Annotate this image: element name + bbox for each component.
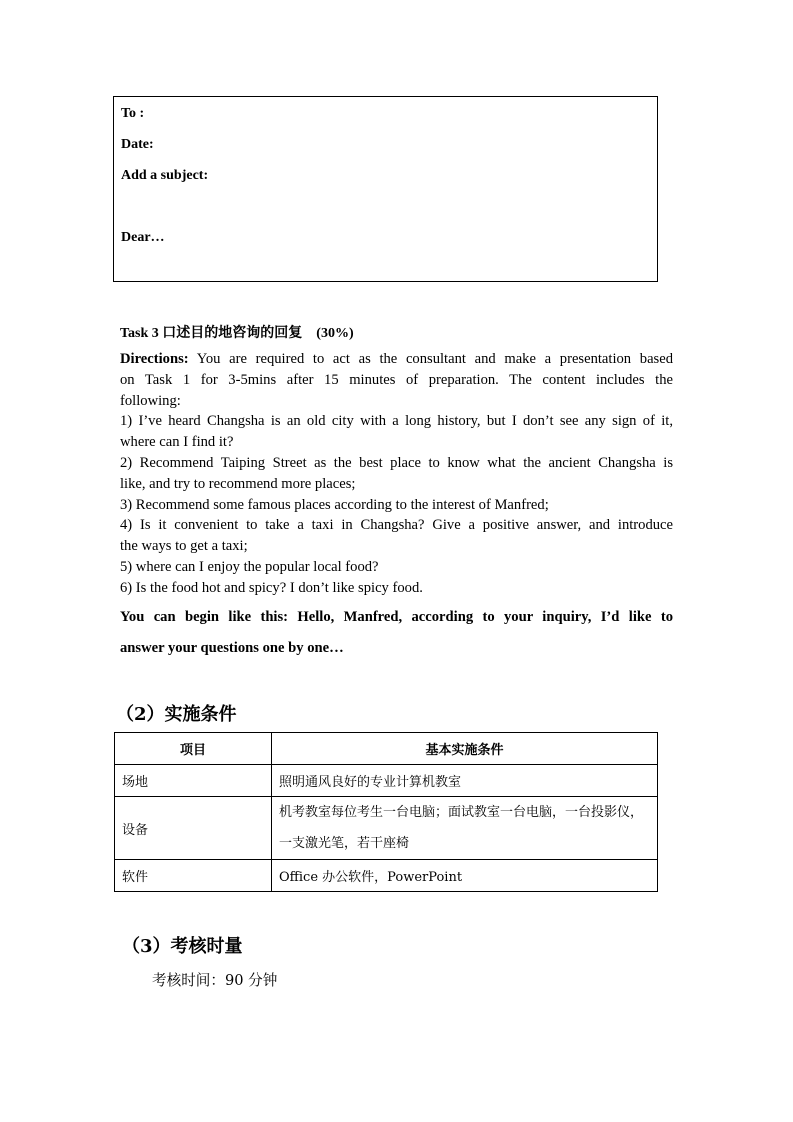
duration-heading: （3）考核时量 [122,936,243,957]
email-subject-label: Add a subject: [121,168,209,183]
row-condition [272,797,658,860]
list-item: 6) Is the food hot and spicy? I don’t like spicy food. [120,579,423,596]
table-row [115,860,658,892]
directions-line-1 [120,349,673,370]
table-row [115,765,658,797]
list-item: 3) Recommend some famous places according to the interest of Manfred; [120,496,549,513]
begin-line-2: answer your questions one by one… [120,640,344,656]
list-item-cont: like, and try to recommend more places; [120,475,356,492]
begin-line-1: You can begin like this: Hello, Manfred, according to your inquiry, I’d like to [120,609,673,625]
directions-text-1: You are required to act as the consultant and make a presentation based [196,351,674,367]
row-item: 设备 [115,797,272,860]
row-condition-line-2: 一支激光笔，若干座椅 [279,836,410,851]
row-item: 软件 [115,860,272,892]
list-item: 2) Recommend Taiping Street as the best place to know what the ancient Changsha is [120,454,673,471]
directions-line-3: following: [120,392,181,409]
list-item-cont: the ways to get a taxi; [120,538,248,555]
header-condition: 基本实施条件 [272,733,658,765]
list-item-cont: where can I find it? [120,434,234,451]
table-header-row [115,733,658,765]
header-item: 项目 [115,733,272,765]
task3-directions [120,349,673,599]
begin-instruction [120,602,673,664]
duration-text: 考核时间：90 分钟 [152,972,278,989]
row-condition: Office 办公软件，PowerPoint [272,860,658,892]
row-item: 场地 [115,765,272,797]
email-to-label: To : [121,106,145,121]
directions-label: Directions: [120,351,189,367]
row-condition-line-1: 机考教室每位考生一台电脑；面试教室一台电脑，一台投影仪， [279,805,644,820]
task3-title [120,322,354,342]
task3-percent: (30%) [316,326,354,341]
list-item: 5) where can I enjoy the popular local food? [120,558,379,575]
row-condition: 照明通风良好的专业计算机教室 [272,765,658,797]
email-greeting: Dear… [121,230,165,245]
email-template-box [113,96,658,282]
task3-title-text: Task 3 口述目的地咨询的回复 [120,326,303,341]
directions-line-2: on Task 1 for 3-5mins after 15 minutes of preparation. The content includes the [120,371,673,388]
email-date-label: Date: [121,137,154,152]
conditions-heading: （2）实施条件 [116,704,237,725]
conditions-table [114,732,658,892]
list-item: 1) I’ve heard Changsha is an old city with a long history, but I don’t see any sign of it, [120,413,673,430]
list-item: 4) Is it convenient to take a taxi in Changsha? Give a positive answer, and introduce [120,517,673,534]
table-row [115,797,658,860]
